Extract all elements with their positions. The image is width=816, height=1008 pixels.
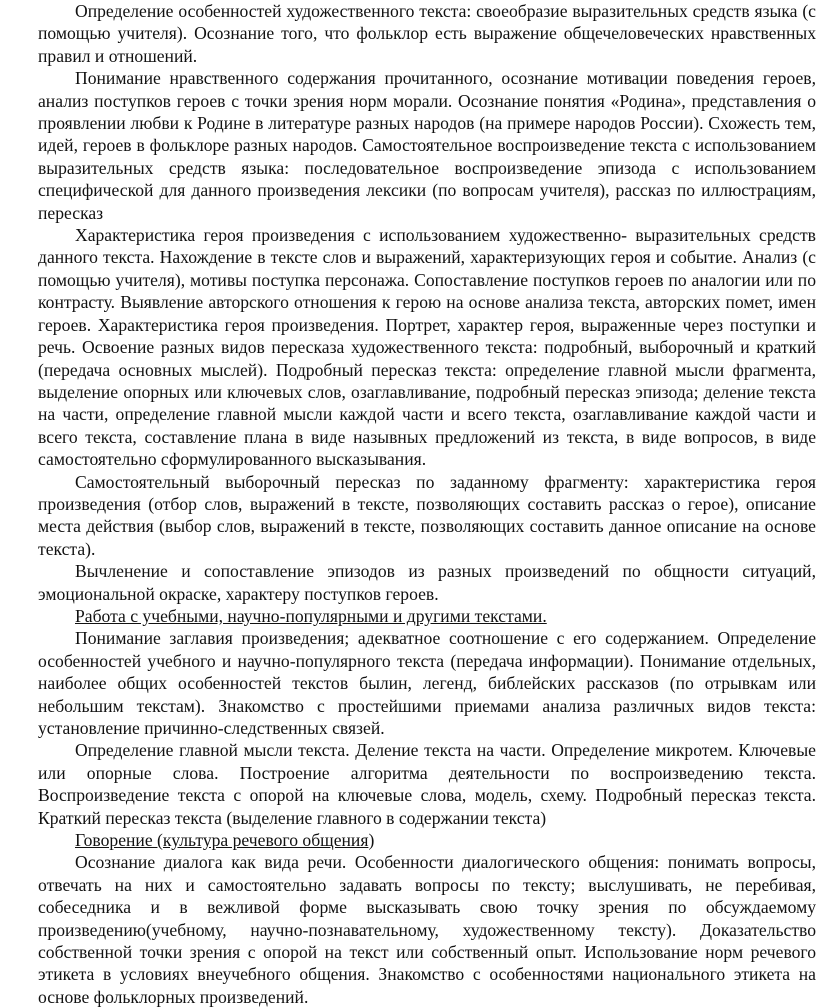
section-heading-speaking xyxy=(38,829,816,851)
paragraph-artistic-text-features: Определение особенностей художественного текста: своеобразие выразительных средств языка (с помощью учителя). Осознание того, что фольклор есть выражение общечеловеческих нравственных правил и отношений. xyxy=(38,1,816,66)
section-heading-speaking-label: Говорение (культура речевого общения xyxy=(75,830,369,851)
paragraph-episode-comparison: Вычленение и сопоставление эпизодов из разных произведений по общности ситуаций, эмоциональной окраске, характеру поступков героев. xyxy=(38,561,816,604)
document-page xyxy=(38,0,816,1008)
paragraph-main-idea: Определение главной мысли текста. Деление текста на части. Определение микротем. Ключевые или опорные слова. Построение алгоритма деятельности по воспроизведению текста. Воспроизведение текста с опорой на ключевые слова, модель, схему. Подробный пересказ текста. Краткий пересказ текста (выделение главного в содержании текста) xyxy=(38,740,816,828)
paragraph-dialogue: Осознание диалога как вида речи. Особенности диалогического общения: понимать вопросы, отвечать на них и самостоятельно задавать вопросы по тексту; выслушивать, не перебивая, собеседника и в вежливой форме высказывать свою точку зрения по обсуждаемому произведению(учебному, научно-познавательному, художественному тексту). Доказательство собственной точки зрения с опорой на текст или собственный опыт. Использование норм речевого этикета в условиях внеучебного общения. Знакомство с особенностями национального этикета на основе фольклорных произведений. xyxy=(38,852,816,1007)
section-heading-speaking-tail: ) xyxy=(368,830,375,851)
paragraph-hero-characteristics: Характеристика героя произведения с использованием художественно- выразительных средств данного текста. Нахождение в тексте слов и выражений, характеризующих героя и событие. Анализ (с помощью учителя), мотивы поступка персонажа. Сопоставление поступков героев по аналогии или по контрасту. Выявление авторского отношения к герою на основе анализа текста, авторских помет, имен героев. Характеристика героя произведения. Портрет, характер героя, выраженные через поступки и речь. Освоение разных видов пересказа художественного текста: подробный, выборочный и краткий (передача основных мыслей). Подробный пересказ текста: определение главной мысли фрагмента, выделение опорных или ключевых слов, озаглавливание, подробный пересказ эпизода; деление текста на части, определение главной мысли каждой части и всего текста, озаглавливание каждой части и всего текста, составление плана в виде назывных предложений из текста, в виде вопросов, в виде самостоятельно сформулированного высказывания. xyxy=(38,225,816,470)
paragraph-selective-retelling: Самостоятельный выборочный пересказ по заданному фрагменту: характеристика героя произведения (отбор слов, выражений в тексте, позволяющих составить рассказ о герое), описание места действия (выбор слов, выражений в тексте, позволяющих составить данное описание на основе текста). xyxy=(38,471,816,559)
section-heading-texts-label: Работа с учебными, научно-популярными и другими текстами. xyxy=(75,605,547,626)
section-heading-texts xyxy=(38,605,816,627)
paragraph-moral-content: Понимание нравственного содержания прочитанного, осознание мотивации поведения героев, анализ поступков героев с точки зрения норм морали. Осознание понятия «Родина», представления о проявлении любви к Родине в литературе разных народов (на примере народов России). Схожесть тем, идей, героев в фольклоре разных народов. Самостоятельное воспроизведение текста с использованием выразительных средств языка: последовательное воспроизведение эпизода с использованием специфической для данного произведения лексики (по вопросам учителя), рассказ по иллюстрациям, пересказ xyxy=(38,68,816,223)
paragraph-title-understanding: Понимание заглавия произведения; адекватное соотношение с его содержанием. Определение особенностей учебного и научно-популярного текста (передача информации). Понимание отдельных, наиболее общих особенностей текстов былин, легенд, библейских рассказов (по отрывкам или небольшим текстам). Знакомство с простейшими приемами анализа различных видов текста: установление причинно-следственных связей. xyxy=(38,628,816,738)
